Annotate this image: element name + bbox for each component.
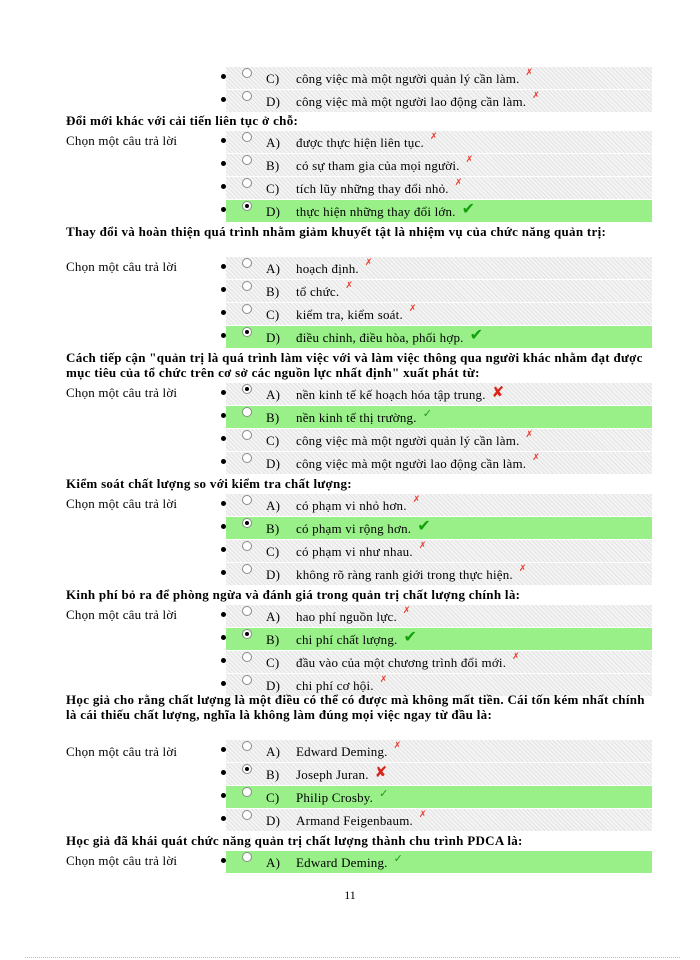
incorrect-mark-icon: ✗: [379, 675, 388, 685]
bullet-icon: [221, 287, 226, 292]
question-block: [66, 113, 652, 219]
option-text-value: Edward Deming.: [296, 744, 388, 759]
radio-button[interactable]: [242, 201, 252, 211]
option-text-value: nền kinh tế kế hoạch hóa tập trung.: [296, 387, 486, 402]
incorrect-answer-icon: ✘: [491, 383, 505, 401]
option-text-value: điều chỉnh, điều hòa, phối hợp.: [296, 330, 464, 345]
bullet-icon: [221, 816, 226, 821]
option-text: [296, 741, 402, 760]
option-letter: A): [266, 609, 281, 624]
option-letter: D): [266, 456, 281, 471]
incorrect-mark-icon: ✗: [418, 541, 427, 551]
option-text-value: công việc mà một người quản lý cần làm.: [296, 433, 520, 448]
option-text: [296, 258, 373, 277]
option-text: [296, 155, 474, 174]
option-text: [296, 178, 463, 197]
option-letter: B): [266, 521, 280, 536]
radio-button[interactable]: [242, 258, 252, 268]
option-letter: C): [266, 433, 280, 448]
incorrect-mark-icon: ✗: [402, 606, 411, 616]
option-letter: B): [266, 632, 280, 647]
answer-option[interactable]: [226, 651, 652, 673]
answer-option[interactable]: [226, 452, 652, 474]
answer-option[interactable]: [226, 494, 652, 516]
bullet-icon: [221, 74, 226, 79]
option-text-value: Armand Feigenbaum.: [296, 813, 413, 828]
answer-option[interactable]: [226, 605, 652, 627]
choose-answer-label: Chọn một câu trả lời: [66, 133, 178, 148]
bullet-icon: [221, 501, 226, 506]
incorrect-mark-icon: ✗: [465, 155, 474, 165]
option-text: [296, 495, 421, 514]
bullet-icon: [221, 310, 226, 315]
radio-button[interactable]: [242, 629, 252, 639]
option-letter: D): [266, 204, 281, 219]
option-text: [296, 606, 411, 625]
option-text-value: có sự tham gia của mọi người.: [296, 158, 460, 173]
option-text: [296, 325, 484, 349]
choose-answer-label: Chọn một câu trả lời: [66, 607, 178, 622]
radio-button[interactable]: [242, 518, 252, 528]
incorrect-mark-icon: ✗: [418, 810, 427, 820]
bullet-icon: [221, 436, 226, 441]
choose-answer-label: Chọn một câu trả lời: [66, 259, 178, 274]
question-text: Học giả cho rằng chất lượng là một điều có thể có được mà không mất tiền. Cái tốn kém nhất chính là cái thiếu chất lượng, nghĩa là không làm đúng mọi việc ngay từ đầu là:: [66, 692, 645, 722]
question-text: Đổi mới khác với cải tiến liên tục ở chỗ:: [66, 113, 299, 128]
correct-mark-icon: ✓: [393, 852, 404, 865]
option-letter: C): [266, 544, 280, 559]
answer-option[interactable]: [226, 763, 652, 785]
answer-option[interactable]: [226, 740, 652, 762]
option-letter: D): [266, 330, 281, 345]
radio-button[interactable]: [242, 787, 252, 797]
incorrect-mark-icon: ✗: [518, 564, 527, 574]
option-text-value: nền kinh tế thị trường.: [296, 410, 417, 425]
option-text: [296, 541, 427, 560]
option-text-value: Philip Crosby.: [296, 790, 374, 805]
option-text: [296, 627, 418, 651]
question-text: Kiểm soát chất lượng so với kiểm tra chất lượng:: [66, 476, 352, 491]
answer-option[interactable]: [226, 383, 652, 405]
incorrect-answer-icon: ✘: [374, 763, 388, 781]
radio-button[interactable]: [242, 327, 252, 337]
bullet-icon: [221, 97, 226, 102]
option-text: [296, 652, 520, 671]
option-text: [296, 199, 476, 223]
question-block: [66, 587, 652, 693]
option-letter: D): [266, 94, 281, 109]
incorrect-mark-icon: ✗: [345, 281, 354, 291]
radio-button[interactable]: [242, 384, 252, 394]
question-block: [66, 476, 652, 582]
incorrect-mark-icon: ✗: [408, 304, 417, 314]
option-text: [296, 281, 354, 300]
option-text-value: công việc mà một người lao động cần làm.: [296, 94, 527, 109]
option-letter: A): [266, 498, 281, 513]
answer-option[interactable]: [226, 429, 652, 451]
answer-option[interactable]: [226, 517, 652, 539]
option-text-value: có phạm vi nhỏ hơn.: [296, 498, 407, 513]
answer-option[interactable]: [226, 257, 652, 279]
incorrect-mark-icon: ✗: [512, 652, 520, 662]
answer-option[interactable]: [226, 786, 652, 808]
option-text-value: tích lũy những thay đổi nhỏ.: [296, 181, 449, 196]
radio-button[interactable]: [242, 178, 252, 188]
question-text: Thay đổi và hoàn thiện quá trình nhằm giảm khuyết tật là nhiệm vụ của chức năng quản trị:: [66, 224, 607, 239]
answer-option[interactable]: [226, 628, 652, 650]
option-letter: A): [266, 261, 281, 276]
option-letter: C): [266, 790, 280, 805]
bullet-icon: [221, 264, 226, 269]
option-text-value: công việc mà một người quản lý cần làm.: [296, 71, 520, 86]
option-letter: B): [266, 284, 280, 299]
incorrect-mark-icon: ✗: [525, 430, 534, 440]
answer-option[interactable]: [226, 540, 652, 562]
option-letter: B): [266, 158, 280, 173]
option-letter: A): [266, 855, 281, 870]
option-text-value: tổ chức.: [296, 284, 340, 299]
page-separator: [25, 957, 680, 958]
incorrect-mark-icon: ✗: [454, 178, 463, 188]
option-letter: C): [266, 181, 280, 196]
correct-mark-icon: ✓: [379, 787, 389, 800]
option-text: [296, 407, 433, 426]
radio-button[interactable]: [242, 281, 252, 291]
bullet-icon: [221, 413, 226, 418]
option-text-value: có phạm vi như nhau.: [296, 544, 413, 559]
correct-answer-icon: ✔: [461, 199, 476, 218]
bullet-icon: [221, 747, 226, 752]
option-text: [296, 564, 527, 583]
radio-button[interactable]: [242, 564, 252, 574]
option-letter: C): [266, 71, 280, 86]
option-text: [296, 453, 540, 472]
question-block: [66, 833, 652, 870]
option-text: [296, 430, 534, 449]
radio-button[interactable]: [242, 606, 252, 616]
radio-button[interactable]: [242, 495, 252, 505]
radio-button[interactable]: [242, 541, 252, 551]
answer-option[interactable]: [226, 200, 652, 222]
correct-mark-icon: ✓: [422, 407, 433, 420]
answer-option[interactable]: [226, 177, 652, 199]
incorrect-mark-icon: ✗: [393, 741, 402, 751]
bullet-icon: [221, 138, 226, 143]
radio-button[interactable]: [242, 155, 252, 165]
option-text-value: chi phí cơ hội.: [296, 678, 374, 693]
option-letter: B): [266, 767, 280, 782]
option-text: [296, 68, 534, 87]
radio-button[interactable]: [242, 652, 252, 662]
bullet-icon: [221, 207, 226, 212]
answer-option[interactable]: [226, 154, 652, 176]
question-block: [66, 350, 652, 471]
option-text-value: có phạm vi rộng hơn.: [296, 521, 412, 536]
answer-option[interactable]: [226, 406, 652, 428]
incorrect-mark-icon: ✗: [525, 68, 534, 78]
incorrect-mark-icon: ✗: [429, 132, 438, 142]
option-text: [296, 383, 505, 405]
question-text: Kinh phí bỏ ra để phòng ngừa và đánh giá trong quản trị chất lượng chính là:: [66, 587, 521, 602]
option-text: [296, 763, 388, 785]
option-letter: D): [266, 813, 281, 828]
choose-answer-label: Chọn một câu trả lời: [66, 385, 178, 400]
answer-option[interactable]: [226, 280, 652, 302]
bullet-icon: [221, 681, 226, 686]
option-text-value: chi phí chất lượng.: [296, 632, 398, 647]
option-text: [296, 516, 431, 540]
option-letter: A): [266, 387, 281, 402]
option-text: [296, 304, 417, 323]
incorrect-mark-icon: ✗: [412, 495, 421, 505]
option-text-value: Joseph Juran.: [296, 767, 369, 782]
option-letter: A): [266, 135, 281, 150]
radio-button[interactable]: [242, 764, 252, 774]
option-text-value: không rõ ràng ranh giới trong thực hiện.: [296, 567, 513, 582]
bullet-icon: [221, 333, 226, 338]
option-text-value: kiểm tra, kiểm soát.: [296, 307, 403, 322]
bullet-icon: [221, 570, 226, 575]
option-letter: A): [266, 744, 281, 759]
option-text-value: được thực hiện liên tục.: [296, 135, 424, 150]
option-letter: C): [266, 307, 280, 322]
radio-button[interactable]: [242, 132, 252, 142]
answer-option[interactable]: [226, 131, 652, 153]
correct-answer-icon: ✔: [403, 627, 418, 646]
page-number: 11: [344, 888, 356, 902]
option-letter: B): [266, 410, 280, 425]
answer-option[interactable]: [226, 563, 652, 585]
bullet-icon: [221, 793, 226, 798]
bullet-icon: [221, 770, 226, 775]
option-text-value: thực hiện những thay đổi lớn.: [296, 204, 456, 219]
bullet-icon: [221, 658, 226, 663]
option-text: [296, 787, 389, 806]
radio-button[interactable]: [242, 453, 252, 463]
bullet-icon: [221, 459, 226, 464]
radio-button[interactable]: [242, 304, 252, 314]
radio-button[interactable]: [242, 810, 252, 820]
option-text: [296, 852, 404, 871]
bullet-icon: [221, 858, 226, 863]
question-block: [66, 224, 652, 345]
incorrect-mark-icon: ✗: [532, 91, 540, 101]
radio-button[interactable]: [242, 91, 252, 101]
radio-button[interactable]: [242, 852, 252, 862]
bullet-icon: [221, 390, 226, 395]
option-text-value: Edward Deming.: [296, 855, 388, 870]
question-block: [66, 692, 652, 828]
option-text-value: hao phí nguồn lực.: [296, 609, 397, 624]
answer-option[interactable]: [226, 326, 652, 348]
option-letter: D): [266, 678, 281, 693]
radio-button[interactable]: [242, 430, 252, 440]
option-text-value: công việc mà một người lao động cần làm.: [296, 456, 527, 471]
answer-option[interactable]: [226, 851, 652, 873]
correct-answer-icon: ✔: [469, 325, 484, 344]
choose-answer-label: Chọn một câu trả lời: [66, 744, 178, 759]
question-text: Học giả đã khái quát chức năng quản trị chất lượng thành chu trình PDCA là:: [66, 833, 523, 848]
choose-answer-label: Chọn một câu trả lời: [66, 496, 178, 511]
option-text: [296, 810, 427, 829]
answer-option[interactable]: [226, 303, 652, 325]
correct-answer-icon: ✔: [417, 516, 431, 535]
bullet-icon: [221, 547, 226, 552]
bullet-icon: [221, 612, 226, 617]
radio-button[interactable]: [242, 68, 252, 78]
bullet-icon: [221, 524, 226, 529]
bullet-icon: [221, 184, 226, 189]
option-letter: D): [266, 567, 281, 582]
radio-button[interactable]: [242, 741, 252, 751]
option-text: [296, 132, 438, 151]
option-text-value: hoạch định.: [296, 261, 359, 276]
choose-answer-label: Chọn một câu trả lời: [66, 853, 178, 868]
answer-option[interactable]: [226, 90, 652, 112]
incorrect-mark-icon: ✗: [364, 258, 373, 268]
answer-option[interactable]: [226, 67, 652, 89]
question-text: Cách tiếp cận "quản trị là quá trình làm việc với và làm việc thông qua người khác nhằm đạt được mục tiêu của tổ chức trên cơ sở các nguồn lực nhất định" xuất phát từ:: [66, 350, 643, 380]
radio-button[interactable]: [242, 675, 252, 685]
option-text: [296, 91, 540, 110]
radio-button[interactable]: [242, 407, 252, 417]
answer-option[interactable]: [226, 809, 652, 831]
bullet-icon: [221, 161, 226, 166]
bullet-icon: [221, 635, 226, 640]
incorrect-mark-icon: ✗: [532, 453, 540, 463]
option-text-value: đầu vào của một chương trình đổi mới.: [296, 655, 507, 670]
option-letter: C): [266, 655, 280, 670]
